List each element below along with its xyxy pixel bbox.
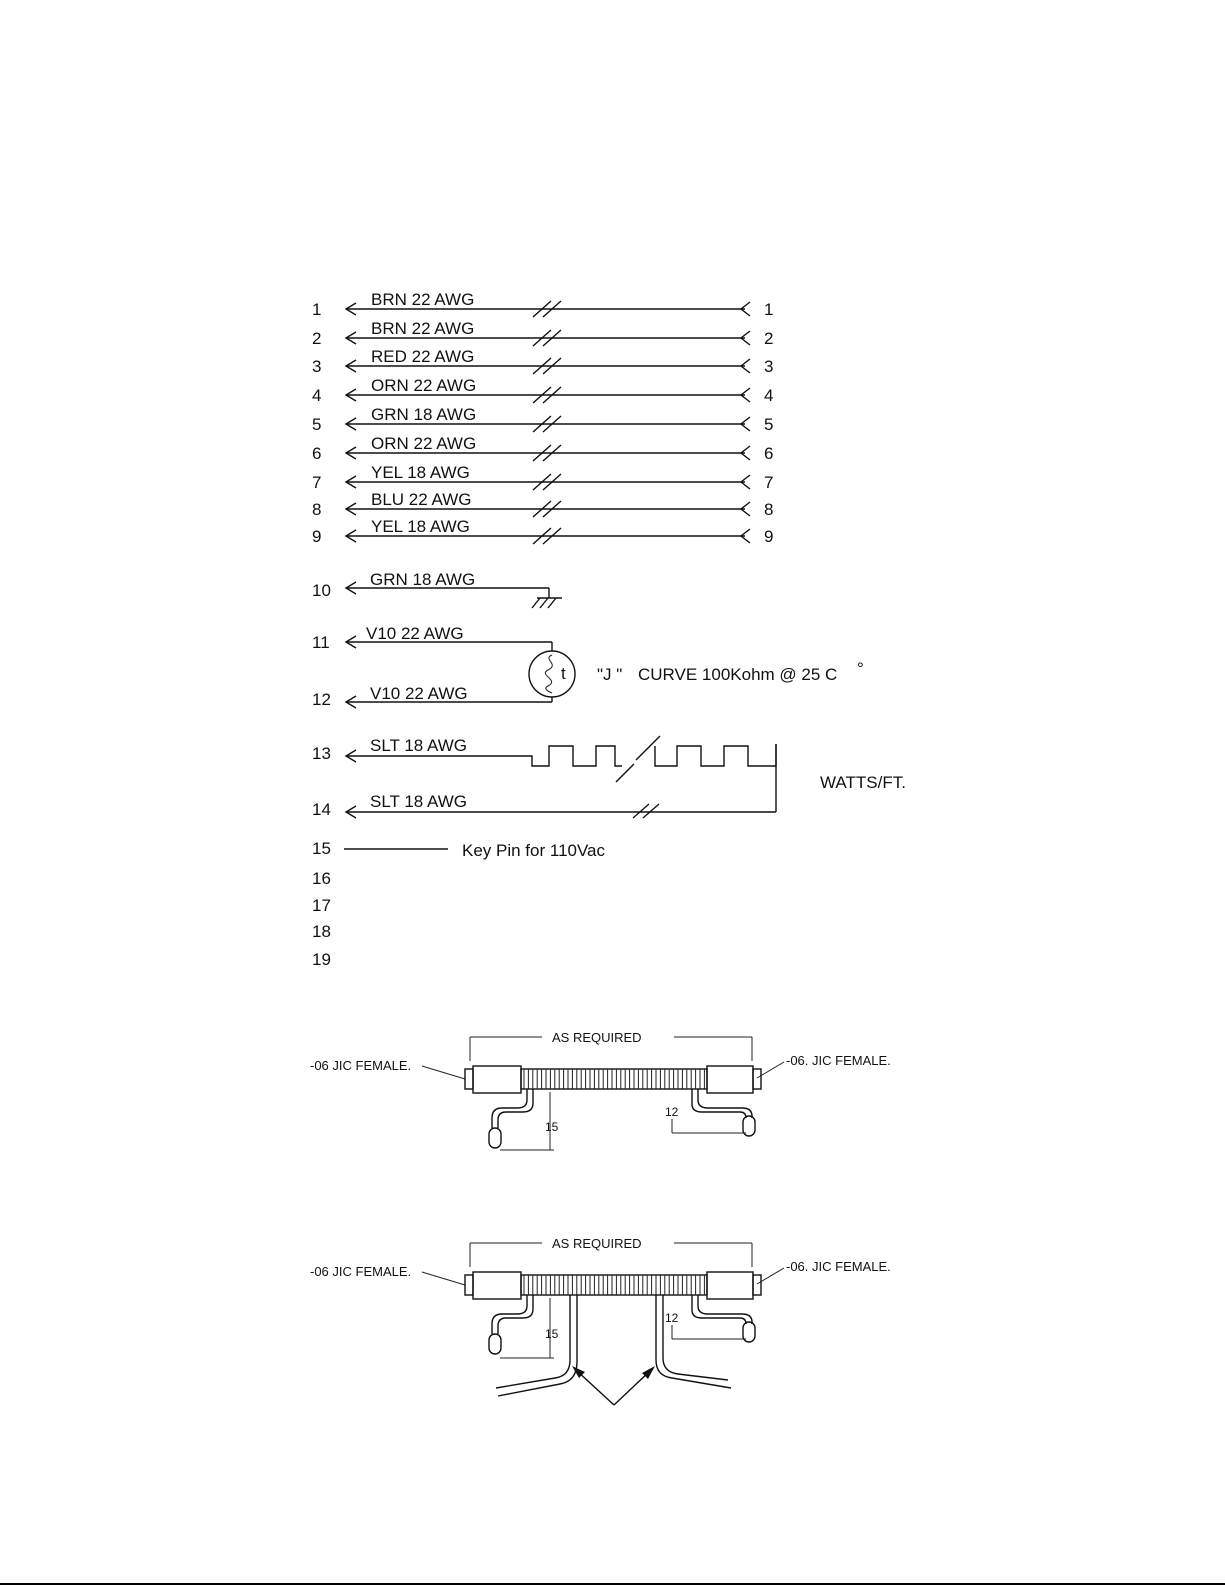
end-pin-number: 6: [764, 444, 774, 463]
hose-corrugation: [524, 1069, 704, 1089]
right-fitting-label: -06. JIC FEMALE.: [786, 1053, 891, 1068]
pin-number: 2: [312, 329, 322, 348]
left-dimension: 15: [545, 1327, 559, 1341]
end-pin-number: 2: [764, 329, 774, 348]
pin-number: 1: [312, 300, 322, 319]
wire-label: ORN 22 AWG: [371, 434, 477, 453]
wire-list: [312, 290, 773, 546]
spare-pins: [312, 869, 331, 969]
left-fitting-label: -06 JIC FEMALE.: [310, 1058, 412, 1073]
wire-row: [312, 517, 773, 546]
key-pin-label: Key Pin for 110Vac: [462, 841, 606, 860]
wire-row: [312, 463, 773, 492]
wire-label: V10 22 AWG: [370, 684, 468, 703]
fitting-nut-icon: [465, 1069, 473, 1089]
ground-wire: [312, 570, 562, 608]
thermistor-icon: [529, 651, 575, 697]
pin-number: 19: [312, 950, 331, 969]
end-pin-number: 1: [764, 300, 774, 319]
end-pin-number: 8: [764, 500, 774, 519]
thermistor-symbol: t: [561, 664, 566, 683]
end-pin-number: 7: [764, 473, 774, 492]
end-pin-number: 4: [764, 386, 774, 405]
pin-number: 9: [312, 527, 322, 546]
key-pin: [312, 839, 606, 860]
wire-label: BRN 22 AWG: [371, 319, 475, 338]
heater-circuit: [312, 736, 906, 819]
pin-number: 5: [312, 415, 322, 434]
thermistor-curve: CURVE 100Kohm @ 25 C: [638, 665, 838, 684]
thermistor-type: "J ": [597, 665, 623, 684]
pin-number: 7: [312, 473, 322, 492]
pin-number: 10: [312, 581, 331, 600]
wire-label: V10 22 AWG: [366, 624, 464, 643]
as-required-label: AS REQUIRED: [552, 1030, 642, 1045]
fitting-icon: [707, 1066, 753, 1093]
hose-icon: [521, 1275, 707, 1295]
wire-row: [312, 319, 773, 348]
wire-label: YEL 18 AWG: [371, 463, 470, 482]
right-dimension: 12: [665, 1311, 679, 1325]
pin-number: 15: [312, 839, 331, 858]
wire-label: YEL 18 AWG: [371, 517, 470, 536]
pin-number: 4: [312, 386, 322, 405]
sensor-probe-icon: [489, 1334, 501, 1354]
hose-assembly-2: [310, 1236, 891, 1405]
wire-row: [312, 376, 773, 405]
as-required-label: AS REQUIRED: [552, 1236, 642, 1251]
hose-icon: [521, 1069, 707, 1089]
heater-spec: WATTS/FT.: [820, 773, 906, 792]
fitting-icon: [473, 1272, 521, 1299]
right-fitting-label: -06. JIC FEMALE.: [786, 1259, 891, 1274]
hose-corrugation: [524, 1275, 704, 1295]
wire-row: [312, 434, 773, 463]
pin-number: 13: [312, 744, 331, 763]
degree-symbol: °: [857, 659, 864, 678]
wire-label: RED 22 AWG: [371, 347, 475, 366]
wire-row: [312, 490, 773, 519]
pin-number: 8: [312, 500, 322, 519]
left-fitting-label: -06 JIC FEMALE.: [310, 1264, 412, 1279]
fitting-icon: [473, 1066, 521, 1093]
heater-lead-right: [656, 1295, 731, 1388]
wire-row: [312, 290, 773, 319]
wire-label: GRN 18 AWG: [370, 570, 476, 589]
fitting-nut-icon: [753, 1069, 761, 1089]
wire-label: ORN 22 AWG: [371, 376, 477, 395]
pin-number: 14: [312, 800, 331, 819]
pin-number: 16: [312, 869, 331, 888]
fitting-nut-icon: [753, 1275, 761, 1295]
end-pin-number: 3: [764, 357, 774, 376]
wire-label: BLU 22 AWG: [371, 490, 472, 509]
thermistor-circuit: [312, 624, 864, 709]
left-dimension: 15: [545, 1120, 559, 1134]
sensor-probe-icon: [489, 1128, 501, 1148]
pin-number: 11: [312, 633, 330, 652]
right-dimension: 12: [665, 1105, 679, 1119]
wire-row: [312, 405, 773, 434]
pin-number: 17: [312, 896, 331, 915]
wire-label: SLT 18 AWG: [370, 792, 468, 811]
fitting-nut-icon: [465, 1275, 473, 1295]
fitting-icon: [707, 1272, 753, 1299]
hose-assembly-1: [310, 1030, 891, 1150]
pin-number: 6: [312, 444, 322, 463]
wire-label: BRN 22 AWG: [371, 290, 475, 309]
wire-label: GRN 18 AWG: [371, 405, 477, 424]
pin-number: 3: [312, 357, 322, 376]
end-pin-number: 5: [764, 415, 774, 434]
end-pin-number: 9: [764, 527, 774, 546]
wire-label: SLT 18 AWG: [370, 736, 468, 755]
wire-row: [312, 347, 773, 376]
pin-number: 18: [312, 922, 331, 941]
pin-number: 12: [312, 690, 331, 709]
